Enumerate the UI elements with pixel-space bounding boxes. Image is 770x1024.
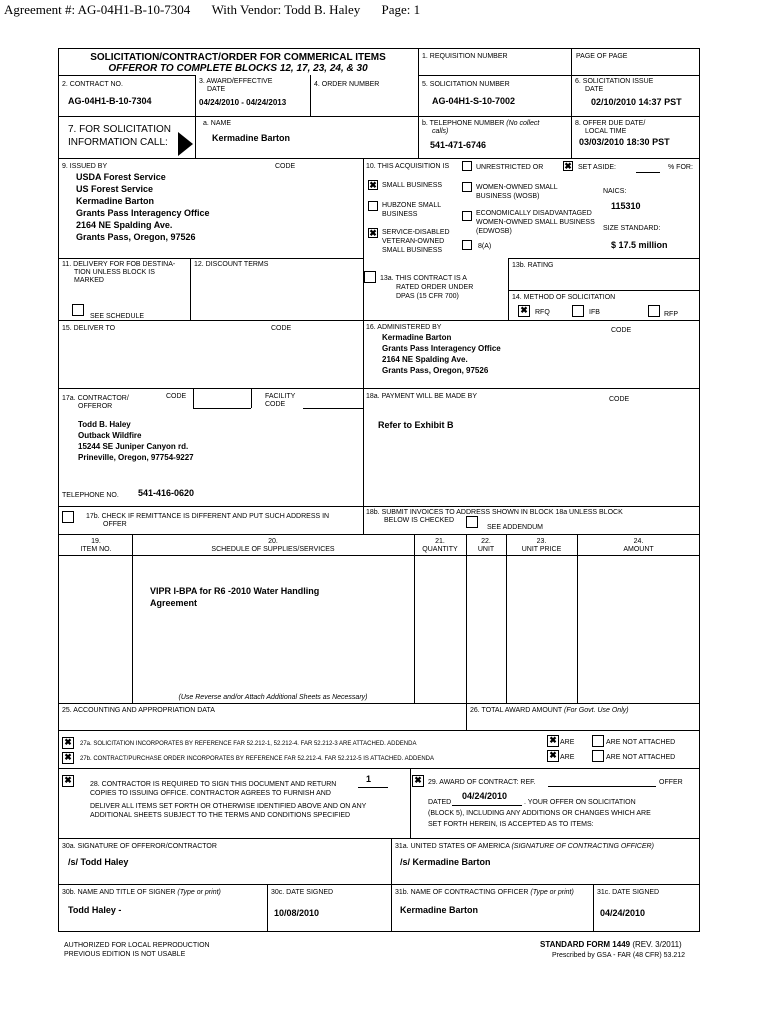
col-20-number: 20. bbox=[268, 538, 278, 545]
see-addendum-label: SEE ADDENDUM bbox=[487, 524, 544, 531]
block12-label: 12. DISCOUNT TERMS bbox=[194, 261, 269, 268]
contractor-telephone: 541-416-0620 bbox=[138, 488, 195, 498]
block11-label: 11. DELIVERY FOR FOB DESTINA- bbox=[62, 261, 176, 268]
admin-line-3: 2164 NE Spalding Ave. bbox=[382, 355, 468, 364]
block29-checkbox[interactable]: ✖ bbox=[412, 775, 424, 787]
block17b-label: 17b. CHECK IF REMITTANCE IS DIFFERENT AND PUT SUCH ADDRESS IN bbox=[86, 513, 330, 520]
ifb-checkbox[interactable] bbox=[572, 305, 584, 317]
block14-label: 14. METHOD OF SOLICITATION bbox=[512, 294, 616, 301]
eight-a-checkbox[interactable] bbox=[462, 240, 472, 250]
block18a-code-label: CODE bbox=[609, 396, 630, 403]
sdvosb-label: SERVICE-DISABLED bbox=[382, 229, 450, 236]
block27a-text: 27a. SOLICITATION INCORPORATES BY REFERENCE FAR 52.212-1, 52.212-4. FAR 52.212-3 ARE ATTACHED. ADDENDA bbox=[80, 741, 417, 747]
block10-label: 10. THIS ACQUISITION IS bbox=[366, 163, 450, 170]
contractor-line-1: Todd B. Haley bbox=[78, 420, 131, 429]
ifb-label: IFB bbox=[589, 309, 600, 316]
block15-code-label: CODE bbox=[271, 325, 292, 332]
block30c-label: 30c. DATE SIGNED bbox=[271, 889, 334, 896]
vendor-name: With Vendor: Todd B. Haley bbox=[211, 2, 361, 17]
page-header bbox=[4, 2, 420, 17]
standard-form-label: STANDARD FORM 1449 (REV. 3/2011) bbox=[540, 940, 682, 949]
naics-code: 115310 bbox=[611, 201, 641, 211]
admin-line-2: Grants Pass Interagency Office bbox=[382, 344, 501, 353]
hubzone-checkbox[interactable] bbox=[368, 201, 378, 211]
col-21-number: 21. bbox=[435, 538, 445, 545]
footer-previous-edition: PREVIOUS EDITION IS NOT USABLE bbox=[64, 951, 186, 958]
block18b-label-2: BELOW IS CHECKED bbox=[384, 517, 455, 524]
schedule-item-line-2: Agreement bbox=[150, 598, 198, 608]
prescribed-by: Prescribed by GSA - FAR (48 CFR) 53.212 bbox=[552, 952, 686, 959]
contractor-date-signed: 10/08/2010 bbox=[274, 908, 320, 918]
block28-line-2: COPIES TO ISSUING OFFICE. CONTRACTOR AGREES TO FURNISH AND bbox=[90, 790, 331, 797]
block17a-label-2: OFFEROR bbox=[78, 403, 113, 410]
block29-line-1: 29. AWARD OF CONTRACT: REF. bbox=[428, 779, 536, 786]
block27b-are-checkbox[interactable]: ✖ bbox=[547, 750, 559, 762]
contractor-line-3: 15244 SE Juniper Canyon rd. bbox=[78, 442, 189, 451]
edwosb-label: ECONOMICALLY DISADVANTAGED bbox=[476, 210, 592, 217]
arrow-icon bbox=[178, 132, 195, 156]
edwosb-checkbox[interactable] bbox=[462, 211, 472, 221]
facility-label: FACILITY bbox=[265, 393, 296, 400]
hubzone-label-2: BUSINESS bbox=[382, 211, 418, 218]
issuer-line-5: 2164 NE Spalding Ave. bbox=[76, 220, 173, 230]
officer-date-signed: 04/24/2010 bbox=[600, 908, 646, 918]
sdvosb-checkbox[interactable]: ✖ bbox=[369, 228, 377, 238]
col-23-header: UNIT PRICE bbox=[521, 546, 562, 553]
block13a-label: 13a. THIS CONTRACT IS A bbox=[380, 275, 467, 282]
block3-label2: DATE bbox=[207, 86, 226, 93]
payment-office: Refer to Exhibit B bbox=[378, 420, 454, 430]
block17b-label-2: OFFER bbox=[103, 521, 127, 528]
schedule-item-line-1: VIPR I-BPA for R6 -2010 Water Handling bbox=[150, 586, 320, 596]
offeror-signature: /s/ Todd Haley bbox=[68, 857, 129, 867]
block18a-label: 18a. PAYMENT WILL BE MADE BY bbox=[366, 393, 477, 400]
block27b-checkbox[interactable]: ✖ bbox=[62, 752, 74, 764]
issuer-line-3: Kermadine Barton bbox=[76, 196, 155, 206]
admin-line-1: Kermadine Barton bbox=[382, 333, 452, 342]
footer-reproduction: AUTHORIZED FOR LOCAL REPRODUCTION bbox=[64, 942, 210, 949]
col-23-number: 23. bbox=[536, 538, 547, 545]
col-24-number: 24. bbox=[633, 538, 644, 545]
block31b-label: 31b. NAME OF CONTRACTING OFFICER (Type or print) bbox=[395, 889, 574, 896]
block1-label: 1. REQUISITION NUMBER bbox=[422, 53, 508, 60]
block27b-are-not-checkbox[interactable] bbox=[592, 750, 604, 762]
award-date: 04/24/2010 - 04/24/2013 bbox=[199, 98, 287, 107]
return-copies: 1 bbox=[366, 774, 372, 784]
set-aside-label: SET ASIDE: bbox=[578, 164, 616, 171]
block13a-label-3: DPAS (15 CFR 700) bbox=[396, 293, 459, 300]
col-21-header: QUANTITY bbox=[422, 546, 458, 553]
block28-checkbox[interactable]: ✖ bbox=[62, 775, 74, 787]
size-standard-label: SIZE STANDARD: bbox=[603, 225, 661, 232]
small-business-checkbox[interactable]: ✖ bbox=[369, 180, 377, 190]
block2-label: 2. CONTRACT NO. bbox=[62, 81, 123, 88]
block5-label: 5. SOLICITATION NUMBER bbox=[422, 81, 510, 88]
block29-line-2: . YOUR OFFER ON SOLICITATION bbox=[524, 799, 636, 806]
issuer-line-4: Grants Pass Interagency Office bbox=[76, 208, 210, 218]
block15-label: 15. DELIVER TO bbox=[62, 325, 116, 332]
rfp-checkbox[interactable] bbox=[648, 305, 660, 317]
block9-code-label: CODE bbox=[275, 163, 296, 170]
col-24-header: AMOUNT bbox=[623, 546, 654, 553]
set-aside-checkbox[interactable]: ✖ bbox=[564, 161, 572, 171]
form-subtitle: OFFEROR TO COMPLETE BLOCKS 12, 17, 23, 24, & 30 bbox=[108, 63, 368, 74]
block25-label: 25. ACCOUNTING AND APPROPRIATION DATA bbox=[62, 707, 215, 714]
contact-phone: 541-471-6746 bbox=[430, 140, 487, 150]
rfq-checkbox[interactable]: ✖ bbox=[518, 305, 530, 317]
small-business-label: SMALL BUSINESS bbox=[382, 182, 443, 189]
block13a-label-2: RATED ORDER UNDER bbox=[396, 284, 474, 291]
col-19-number: 19. bbox=[91, 538, 101, 545]
issuer-line-6: Grants Pass, Oregon, 97526 bbox=[76, 232, 196, 242]
sdvosb-label-2: VETERAN-OWNED bbox=[382, 238, 445, 245]
see-schedule-checkbox[interactable] bbox=[72, 304, 84, 316]
block18b-label: 18b. SUBMIT INVOICES TO ADDRESS SHOWN IN BLOCK 18a UNLESS BLOCK bbox=[366, 509, 623, 516]
block8-label: 8. OFFER DUE DATE/ bbox=[575, 120, 646, 127]
block6-label: 6. SOLICITATION ISSUE bbox=[575, 78, 654, 85]
facility-label-2: CODE bbox=[265, 401, 286, 408]
solicitation-number: AG-04H1-S-10-7002 bbox=[432, 96, 516, 106]
officer-signature: /s/ Kermadine Barton bbox=[400, 857, 491, 867]
see-addendum-checkbox[interactable] bbox=[466, 516, 478, 528]
block17a-label: 17a. CONTRACTOR/ bbox=[62, 395, 129, 402]
edwosb-label-2: WOMEN-OWNED SMALL BUSINESS bbox=[476, 219, 595, 226]
dpas-checkbox[interactable] bbox=[364, 271, 376, 283]
see-schedule-label: SEE SCHEDULE bbox=[90, 313, 145, 320]
agreement-number: Agreement #: AG-04H1-B-10-7304 bbox=[4, 2, 191, 17]
block7-label: 7. FOR SOLICITATION bbox=[68, 124, 171, 135]
block27b-are-not-label: ARE NOT ATTACHED bbox=[606, 754, 676, 761]
block28-line-3: DELIVER ALL ITEMS SET FORTH OR OTHERWISE IDENTIFIED ABOVE AND ON ANY bbox=[90, 803, 367, 810]
block16-code-label: CODE bbox=[611, 327, 632, 334]
block29-line-4: SET FORTH HEREIN, IS ACCEPTED AS TO ITEMS: bbox=[428, 821, 594, 828]
issuer-line-2: US Forest Service bbox=[76, 184, 154, 194]
block28-line-1: 28. CONTRACTOR IS REQUIRED TO SIGN THIS DOCUMENT AND RETURN bbox=[90, 781, 337, 788]
page-of-label: PAGE OF PAGE bbox=[576, 53, 628, 60]
admin-line-4: Grants Pass, Oregon, 97526 bbox=[382, 366, 489, 375]
wosb-label-2: BUSINESS (WOSB) bbox=[476, 193, 540, 200]
wosb-checkbox[interactable] bbox=[462, 182, 472, 192]
block8-label2: LOCAL TIME bbox=[585, 128, 627, 135]
offer-label: OFFER bbox=[659, 779, 683, 786]
block9-label: 9. ISSUED BY bbox=[62, 163, 108, 170]
form-title: SOLICITATION/CONTRACT/ORDER FOR COMMERICAL ITEMS bbox=[90, 52, 386, 63]
block11-label-3: MARKED bbox=[74, 277, 104, 284]
sdvosb-label-3: SMALL BUSINESS bbox=[382, 247, 443, 254]
rfp-label: RFP bbox=[664, 311, 678, 318]
block16-label: 16. ADMINISTERED BY bbox=[366, 324, 442, 331]
contact-name-label: a. NAME bbox=[203, 120, 232, 127]
block31c-label: 31c. DATE SIGNED bbox=[597, 889, 660, 896]
offer-due-date: 03/03/2010 18:30 PST bbox=[579, 137, 670, 147]
col-22-number: 22. bbox=[481, 538, 491, 545]
block27b-are-label: ARE bbox=[560, 754, 575, 761]
contractor-line-2: Outback Wildfire bbox=[78, 431, 142, 440]
telephone-label: TELEPHONE NO. bbox=[62, 492, 119, 499]
wosb-label: WOMEN-OWNED SMALL bbox=[476, 184, 558, 191]
contracting-officer-name: Kermadine Barton bbox=[400, 905, 479, 915]
block27a-checkbox[interactable]: ✖ bbox=[62, 737, 74, 749]
block27a-are-not-label: ARE NOT ATTACHED bbox=[606, 739, 676, 746]
block7-label2: INFORMATION CALL: bbox=[68, 137, 168, 148]
contact-name: Kermadine Barton bbox=[212, 133, 291, 143]
dated-label: DATED bbox=[428, 799, 452, 806]
pct-for-label: % FOR: bbox=[668, 164, 693, 171]
block27a-are-label: ARE bbox=[560, 739, 575, 746]
col-22-header: UNIT bbox=[477, 546, 495, 553]
contractor-line-4: Prineville, Oregon, 97754-9227 bbox=[78, 453, 194, 462]
block17a-code-label: CODE bbox=[166, 393, 187, 400]
block11-label-2: TION UNLESS BLOCK IS bbox=[74, 269, 155, 276]
naics-label: NAICS: bbox=[603, 188, 627, 195]
block27a-are-not-checkbox[interactable] bbox=[592, 735, 604, 747]
block3-label: 3. AWARD/EFFECTIVE bbox=[199, 78, 273, 85]
remittance-checkbox[interactable] bbox=[62, 511, 74, 523]
unrestricted-label: UNRESTRICTED OR bbox=[476, 164, 544, 171]
page-number: Page: 1 bbox=[381, 2, 421, 17]
block30b-label: 30b. NAME AND TITLE OF SIGNER (Type or print) bbox=[62, 889, 221, 896]
col-20-header: SCHEDULE OF SUPPLIES/SERVICES bbox=[211, 546, 335, 553]
edwosb-label-3: (EDWOSB) bbox=[476, 228, 512, 235]
block26-label: 26. TOTAL AWARD AMOUNT (For Govt. Use Only) bbox=[470, 707, 629, 714]
block31a-label: 31a. UNITED STATES OF AMERICA (SIGNATURE OF CONTRACTING OFFICER) bbox=[395, 843, 654, 850]
size-standard-value: $ 17.5 million bbox=[611, 240, 668, 250]
block28-line-4: ADDITIONAL SHEETS SUBJECT TO THE TERMS AND CONDITIONS SPECIFIED bbox=[90, 812, 351, 819]
col-19-header: ITEM NO. bbox=[80, 546, 112, 553]
reverse-note: (Use Reverse and/or Attach Additional Sheets as Necessary) bbox=[178, 694, 368, 701]
block30a-label: 30a. SIGNATURE OF OFFEROR/CONTRACTOR bbox=[62, 843, 217, 850]
signer-name: Todd Haley - bbox=[68, 905, 122, 915]
hubzone-label: HUBZONE SMALL bbox=[382, 202, 442, 209]
block29-line-3: (BLOCK 5), INCLUDING ANY ADDITIONS OR CHANGES WHICH ARE bbox=[428, 810, 651, 817]
contract-number: AG-04H1-B-10-7304 bbox=[68, 96, 152, 106]
block4-label: 4. ORDER NUMBER bbox=[314, 81, 380, 88]
block27a-are-checkbox[interactable]: ✖ bbox=[547, 735, 559, 747]
award-dated: 04/24/2010 bbox=[462, 791, 508, 801]
unrestricted-checkbox[interactable] bbox=[462, 161, 472, 171]
block6-label2: DATE bbox=[585, 86, 604, 93]
rfq-label: RFQ bbox=[535, 309, 550, 316]
block13b-label: 13b. RATING bbox=[512, 262, 554, 269]
block27b-text: 27b. CONTRACT/PURCHASE ORDER INCORPORATES BY REFERENCE FAR 52.212-4. FAR 52.212-5 IS ATTACHED. ADDENDA bbox=[80, 756, 434, 762]
eight-a-label: 8(A) bbox=[478, 243, 492, 250]
solicitation-issue-date: 02/10/2010 14:37 PST bbox=[591, 97, 682, 107]
issuer-line-1: USDA Forest Service bbox=[76, 172, 166, 182]
phone-label-note: calls) bbox=[432, 128, 449, 135]
phone-label: b. TELEPHONE NUMBER (No collect bbox=[422, 120, 540, 127]
